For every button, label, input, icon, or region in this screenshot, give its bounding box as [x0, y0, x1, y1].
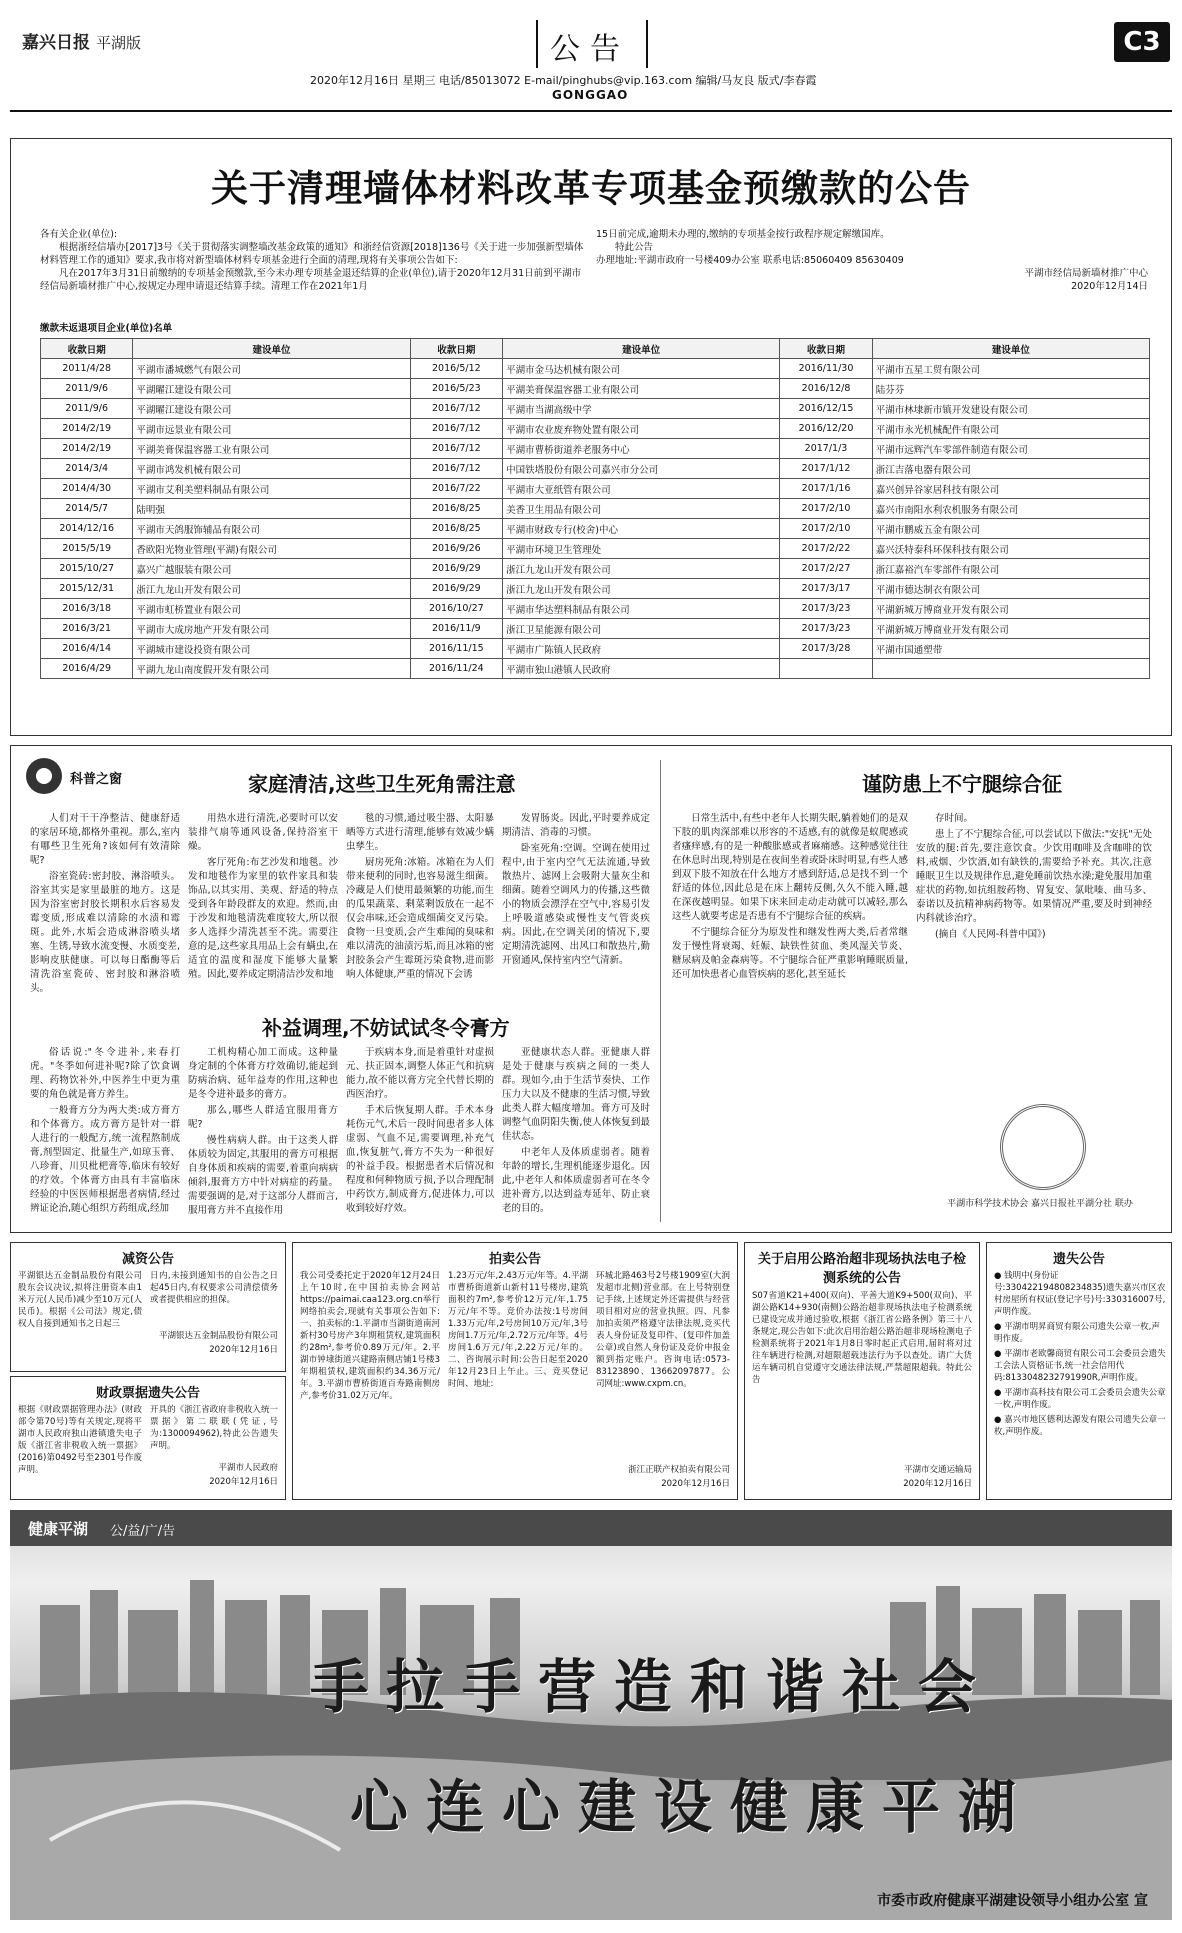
ad-header-band	[10, 1510, 1172, 1546]
cell-date: 2014/2/19	[41, 419, 133, 439]
table-row	[41, 559, 1150, 579]
cell-unit: 平湖市林埭新市镇开发建设有限公司	[872, 399, 1149, 419]
cell-unit: 平湖市独山港镇人民政府	[503, 659, 780, 679]
cell-date: 2016/5/12	[410, 359, 502, 379]
paragraph: 人们对干干净整洁、健康舒适的家居环境,都格外重视。那么,室内有哪些卫生死角?该如何有效清除呢?	[30, 813, 180, 866]
cell-unit: 平湖曜江建设有限公司	[133, 399, 410, 419]
cell-date: 2011/9/6	[41, 379, 133, 399]
cell-unit: 浙江九龙山开发有限公司	[503, 579, 780, 599]
article2-col1	[30, 1046, 180, 1221]
cell-unit: 平湖曜江建设有限公司	[133, 379, 410, 399]
table-row	[41, 519, 1150, 539]
masthead-rule	[10, 110, 1172, 112]
capital-reduction-title: 减资公告	[121, 1252, 174, 1267]
table-row	[41, 539, 1150, 559]
ad-slogan-line1: 手拉手营造和谐社会	[310, 1653, 995, 1721]
cell-date: 2016/7/12	[410, 459, 502, 479]
table-row	[41, 499, 1150, 519]
cell-unit: 平湖市虹桥置业有限公司	[133, 599, 410, 619]
lost-items-title: 遗失公告	[1052, 1252, 1105, 1267]
table-row	[41, 579, 1150, 599]
col-header-date: 收款日期	[41, 339, 133, 359]
cell-unit: 平湖美膏保温容器工业有限公司	[503, 379, 780, 399]
road-enforcement-title: 关于启用公路治超非现场执法电子检测系统的公告	[757, 1252, 966, 1286]
paragraph: 不宁腿综合征分为原发性和继发性两大类,后者常继发于慢性肾衰竭、妊娠、缺铁性贫血、类风湿关节炎、糖尿病及帕金森病等。不宁腿综合征严重影响睡眠质量,还可加快患者心血管疾病的恶化,甚至延长	[672, 927, 908, 980]
article-title-gaofang: 补益调理,不妨试试冬令膏方	[262, 1016, 510, 1040]
cell-date: 2016/9/26	[410, 539, 502, 559]
capital-reduction-col1: 平湖银达五金制品股份有限公司股东会议决议,拟将注册资本由1米万元(人民币)减少至10万元(人民币)。根据《公司法》规定,债权人自接到通知书之日起三	[18, 1271, 142, 1329]
cell-date: 2016/12/15	[780, 399, 872, 419]
paragraph: 厨房死角:冰箱。冰箱在为人们带来便利的同时,也容易滋生细菌。冷藏是人们使用最频繁的功能,而生的瓜果蔬菜、剩菜剩饭放在一起不仅会串味,还会造成细菌交叉污染。食物一旦变质,会产生难闻的臭味和难以清洗的油渍污垢,而且冰箱的密封胶条会产生霉斑污染食物,进而影响人体健康,严重的情况下会诱	[346, 857, 494, 980]
road-enforcement-body: S07省道K21+400(双向)、平善大道K9+500(双向)、平湖公路K14+930(南侧)公路治超非现场执法电子检测系统已建设完成并通过验收,根据《浙江省公路条例》第三十八条规定,现公告如下:此次启用治超公路治超非现场检测电子检测系统将于2021年1月8日零时起正式启用,届时将对过往车辆进行检测,对超限超载违法行为予以查处。请广大货运车辆司机自觉遵守交通法律法规,严禁超限超载。特此公告	[752, 1291, 972, 1385]
cell-date: 2016/11/24	[410, 659, 502, 679]
capital-reduction-date: 2020年12月16日	[209, 1345, 278, 1355]
dateline: 2020年12月16日 星期三 电话/85013072 E-mail/pinghubs@vip.163.com 编辑/马友良 版式/李春霞	[310, 74, 817, 87]
table-row	[41, 599, 1150, 619]
cell-unit: 平湖美膏保温容器工业有限公司	[133, 439, 410, 459]
cell-unit: 平湖市大亚纸管有限公司	[503, 479, 780, 499]
cell-date: 2011/4/28	[41, 359, 133, 379]
cell-date: 2015/12/31	[41, 579, 133, 599]
table-row	[41, 359, 1150, 379]
table-row	[41, 479, 1150, 499]
cell-date: 2016/4/14	[41, 639, 133, 659]
table-row	[41, 619, 1150, 639]
paragraph: 亚健康状态人群。亚健康人群是处于健康与疾病之间的一类人群。现如今,由于生活节奏快、工作压力大以及不健康的生活习惯,导致此类人群大幅度增加。膏方可及时调整气血阴阳失衡,使人体恢复到最佳状态。	[502, 1047, 650, 1142]
cell-date: 2016/7/12	[410, 439, 502, 459]
ad-sponsor: 市委市政府健康平湖建设领导小组办公室 宣	[877, 1893, 1148, 1909]
cell-unit	[872, 659, 1149, 679]
science-association-seal-icon	[1000, 1104, 1086, 1190]
auction-date: 2020年12月16日	[661, 1479, 730, 1489]
column-name: 科普之窗	[70, 772, 123, 787]
cell-date: 2016/11/30	[780, 359, 872, 379]
cell-date: 2017/1/3	[780, 439, 872, 459]
table-header-row	[41, 339, 1150, 359]
cell-unit: 中国铁塔股份有限公司嘉兴市分公司	[503, 459, 780, 479]
cell-unit: 浙江九龙山开发有限公司	[133, 579, 410, 599]
article3-col1	[672, 812, 908, 1212]
cell-date: 2017/2/10	[780, 519, 872, 539]
notice-body-right	[596, 228, 1148, 293]
cell-date: 2017/2/22	[780, 539, 872, 559]
road-enforcement-date: 2020年12月16日	[903, 1479, 972, 1489]
cell-date: 2016/12/20	[780, 419, 872, 439]
fiscal-note-signer: 平湖市人民政府	[218, 1463, 278, 1473]
title-divider-left	[536, 20, 538, 68]
cell-date: 2017/2/27	[780, 559, 872, 579]
col-header-unit: 建设单位	[133, 339, 410, 359]
auction-col2: 1.23万元/年,2.43万元/年等。4.平湖市曹桥街道新山新村11号楼房,建筑面积约7m²,参考价12万元/年,1.75万元/年不等。竞价办法按:1号房间1.33万元/年,2号房间10万元/年,3号房间1.7万元/年,2.72万元/年等。4号房间1.6万元/年,2.22万元/年的。二、咨询展示时间:公告日起至2020年12月23日上午止。三、竞买登记时间、地址:	[448, 1271, 588, 1389]
cell-unit: 平湖市远辉汽车零部件制造有限公司	[872, 439, 1149, 459]
lost-items-list	[994, 1270, 1166, 1494]
col-header-unit: 建设单位	[503, 339, 780, 359]
col-header-date: 收款日期	[410, 339, 502, 359]
cell-unit: 浙江吉落电器有限公司	[872, 459, 1149, 479]
notice-title: 关于清理墙体材料改革专项基金预缴款的公告	[211, 167, 971, 210]
masthead	[0, 0, 1182, 108]
cell-date: 2016/7/12	[410, 419, 502, 439]
paragraph: 于疾病本身,而是着重针对虚损元、扶正固本,调整人体正气和抗病能力,故不能以膏方完全代替长期的西医治疗。	[346, 1047, 494, 1100]
cell-date: 2016/11/9	[410, 619, 502, 639]
cell-date: 2016/7/22	[410, 479, 502, 499]
cell-unit: 平湖市远景业有限公司	[133, 419, 410, 439]
cell-unit: 平湖市大成房地产开发有限公司	[133, 619, 410, 639]
cell-unit: 浙江九龙山开发有限公司	[503, 559, 780, 579]
unit-table	[40, 338, 1150, 679]
edition-name: 平湖版	[96, 34, 142, 52]
auction-col3: 环城北路463号2号楼1909室(大润发超市北侧)营业部。在上号特别登记手续,上述规定外还需提供与经营项目相对应的营业执照。四、凡参加拍卖须严格遵守法律法规,竞买代表人身份证及复印件、(复印件加盖公章)或自然人身份证及竞价申报金额到指定账户。咨询电话:0573-83123890、13662097877。公司网址:www.cxpm.cn。	[596, 1271, 730, 1389]
cell-unit: 陆明强	[133, 499, 410, 519]
cell-unit: 平湖市华达塑料制品有限公司	[503, 599, 780, 619]
table-row	[41, 659, 1150, 679]
cell-date: 2016/3/21	[41, 619, 133, 639]
notice-signer: 平湖市经信局新墙材推广中心	[1024, 268, 1148, 279]
cell-unit: 嘉兴创异谷家居科技有限公司	[872, 479, 1149, 499]
auction-title: 拍卖公告	[488, 1252, 541, 1267]
cell-date: 2016/8/25	[410, 499, 502, 519]
paragraph: 卧室死角:空调。空调在使用过程中,由于室内空气无法流通,导致散热片、滤网上会吸附大量灰尘和细菌。随着空调风力的传播,这些微小的物质会漂浮在空气中,容易引发上呼吸道感染或慢性支气管炎疾病。因此,在空调关闭的情况下,要定期清洗滤网、出风口和散热片,勤开窗通风,保持室内空气清新。	[502, 843, 650, 966]
table-row	[41, 639, 1150, 659]
cell-date: 2014/5/7	[41, 499, 133, 519]
cell-date: 2014/4/30	[41, 479, 133, 499]
table-caption: 缴款未返退项目企业(单位)名单	[40, 323, 173, 334]
cell-unit: 平湖新城万博商业开发有限公司	[872, 619, 1149, 639]
paragraph: 日常生活中,有些中老年人长期失眠,躺着她们的是双下肢的肌肉深部难以形容的不适感,有的就像是蚁爬感或者瘙痒感,有的是一种酸胀感或者麻痛感。这种感觉往往在休息时出现,特别是在夜间坐着或卧床时明显,有些人感到双下肢不知放在什么地方才感到舒适,总是找不到一个舒适的体位,因此总是在床上翻转反侧,久久不能入睡,越在深夜越明显。如果下床来回走动走动就可以减轻,那么这些人就要考虑是否患有不宁腿综合征的疾病。	[672, 813, 908, 922]
cell-unit: 嘉兴沃特泰科环保科技有限公司	[872, 539, 1149, 559]
cell-unit: 平湖九龙山南度假开发有限公司	[133, 659, 410, 679]
cell-date: 2016/4/29	[41, 659, 133, 679]
table-row	[41, 459, 1150, 479]
paragraph: 浴室瓷砖:密封胶、淋浴喷头。浴室其实是家里最脏的地方。这是因为浴室密封胶长期积水后容易发霉变质,形成难以清除的水渍和霉斑。此外,水垢会造成淋浴喷头堵塞、生锈,导致水流变慢、水质变差,影响皮肤健康。可以每日酯酶等后清洗浴室瓷砖、密封胶和淋浴喷头。	[30, 871, 180, 994]
cell-unit: 平湖市鹏威五金有限公司	[872, 519, 1149, 539]
lost-item: ● 嘉兴市地区德利达源发有限公司遗失公章一枚,声明作废。	[994, 1415, 1166, 1437]
cell-date: 2016/8/25	[410, 519, 502, 539]
notice-para-1: 根据浙经信墙办[2017]3号《关于贯彻落实调整墙改基金政策的通知》和浙经信资源[2018]136号《关于进一步加强新型墙体材料管理工作的通知》要求,我市将对新型墙体材料专项基金进行全面的清理,现将有关事项公告如下:	[40, 242, 584, 266]
ad-tag: 公/益/广/告	[110, 1524, 176, 1539]
cell-unit: 平湖市当湖高级中学	[503, 399, 780, 419]
cell-unit: 平湖市天鸽服饰辅品有限公司	[133, 519, 410, 539]
cell-unit: 平湖市广陈镇人民政府	[503, 639, 780, 659]
cell-date: 2016/5/23	[410, 379, 502, 399]
lost-item: ● 钱明中(身份证号:330422194808234835)遗失嘉兴市区农村房屋所有权证(登记字号)号:330316007号,声明作废。	[994, 1271, 1166, 1317]
lost-item: ● 平湖市老欧馨商贸有限公司工会委员会遗失工会法人资格证书,统一社会信用代码:8133048232791990R,声明作废。	[994, 1349, 1166, 1383]
title-divider-right	[646, 20, 648, 68]
col-header-date: 收款日期	[780, 339, 872, 359]
notice-sign-date: 2020年12月14日	[1071, 281, 1148, 292]
paragraph: 手术后恢复期人群。手术本身耗伤元气,术后一段时间患者多人体虚弱、气血不足,需要调理,补充气血,恢复脏气,膏方不失为一种很好的补益手段。根据患者术后情况和程度和何种物质亏损,予以合理配制中药饮方,制成膏方,促进体力,可以收到较好疗效。	[346, 1105, 494, 1214]
cell-unit: 平湖市永光机械配件有限公司	[872, 419, 1149, 439]
paragraph: 存时间。	[935, 813, 974, 824]
article2-col4	[502, 1046, 650, 1221]
cell-unit: 平湖市金马达机械有限公司	[503, 359, 780, 379]
co-organizer-badge: 平湖市科学技术协会 嘉兴日报社平湖分社 联办	[947, 1199, 1133, 1209]
table-row	[41, 419, 1150, 439]
newspaper-brand	[22, 28, 141, 53]
paragraph: 患上了不宁腿综合征,可以尝试以下做法:"安抚"无处安放的腿:首先,要注意饮食。少饮用咖啡及含咖啡的饮料,戒烟、少饮酒,如有缺铁的,需要给予补充。其次,注意睡眠卫生以及规律作息,避免睡前饮热水澡;避免服用加重症状的药物,如抗组胺药物、胃复安、氯吡嗪、曲马多、泰诺以及抗精神病药物等。如果情况严重,要及时到神经内科就诊治疗。	[916, 829, 1152, 924]
road-enforcement-signer: 平湖市交通运输局	[903, 1465, 972, 1475]
cell-unit: 陆芬芬	[872, 379, 1149, 399]
cell-date: 2014/12/16	[41, 519, 133, 539]
paragraph: 中老年人及体质虚弱者。随着年龄的增长,生理机能逐步退化。因此,中老年人和体质虚弱者可在冬令进补膏方,以达到益寿延年、防止衰老的目的。	[502, 1147, 650, 1214]
table-row	[41, 439, 1150, 459]
cell-unit: 平湖市鸿发机械有限公司	[133, 459, 410, 479]
cell-date: 2017/3/23	[780, 599, 872, 619]
cell-unit: 平湖市五星工贸有限公司	[872, 359, 1149, 379]
capital-reduction-col2: 日内,未接到通知书的自公告之日起45日内,有权要求公司清偿债务或者提供相应的担保。	[150, 1271, 278, 1305]
cell-date: 2017/3/28	[780, 639, 872, 659]
cell-date: 2016/11/15	[410, 639, 502, 659]
cell-unit: 平湖市艾利美塑料制品有限公司	[133, 479, 410, 499]
notice-para-2: 凡在2017年3月31日前缴纳的专项基金预缴款,至今未办理专项基金退还结算的企业(单位),请于2020年12月31日前到平湖市经信局新墙材推广中心,按规定办理申请退还结算手续。清理工作在2021年1月	[40, 268, 582, 292]
cell-date: 2016/10/27	[410, 599, 502, 619]
paragraph: 俗话说:"冬令进补,来春打虎。"冬季如何进补呢?除了饮食调理、药物饮补外,中医养生中更为重要的角色就是膏方养生。	[30, 1047, 180, 1100]
cell-date: 2016/9/29	[410, 579, 502, 599]
fiscal-note-title: 财政票据遗失公告	[95, 1386, 200, 1401]
cell-unit: 嘉兴广越服装有限公司	[133, 559, 410, 579]
paragraph: (摘自《人民网-科普中国》)	[935, 929, 1046, 940]
fiscal-note-col2: 开具的《浙江省政府非税收入统一票据》第二联联(凭证,号为:1300094962),特此公告遗失声明。	[150, 1405, 278, 1451]
paragraph: 慢性病病人群。由于这类人群体质较为固定,其服用的膏方可根据自身体质和疾病的需要,着重向病病倾斜,服膏方方中针对病症的药量。需要强调的是,对于这部分人群而言,服用膏方并不直接作用	[188, 1135, 338, 1216]
cell-unit: 平湖市环境卫生管理处	[503, 539, 780, 559]
notice-para-3: 15日前完成,逾期未办理的,缴纳的专项基金按行政程序规定解缴国库。	[596, 229, 890, 240]
cell-unit: 美香卫生用品有限公司	[503, 499, 780, 519]
fiscal-note-date: 2020年12月16日	[209, 1477, 278, 1487]
paragraph: 用热水进行清洗,必要时可以安装排气扇等通风设备,保持浴室干燥。	[188, 813, 338, 852]
table-row	[41, 379, 1150, 399]
notice-address: 办理地址:平湖市政府一号楼409办公室 联系电话:85060409 85630409	[596, 255, 904, 266]
paragraph: 一般膏方分为两大类:成方膏方和个体膏方。成方膏方是针对一群人进行的一般配方,统一流程熬制成膏,剂型固定、批量生产,如琼玉膏、八珍膏、川贝枇杷膏等,临床有较好的疗效。个体膏方由具有丰富临床经验的中医医师根据患者病情,经过辨证论治,随心组织方药组成,经加	[30, 1105, 180, 1214]
notice-salutation: 各有关企业(单位):	[40, 229, 118, 240]
lost-item: ● 平湖市明昇商贸有限公司遗失公章一枚,声明作废。	[994, 1322, 1160, 1344]
cell-unit: 平湖市财政专行(校舍)中心	[503, 519, 780, 539]
cell-date: 2017/3/17	[780, 579, 872, 599]
cell-unit: 浙江卫星能源有限公司	[503, 619, 780, 639]
cell-unit: 平湖新城万博商业开发有限公司	[872, 599, 1149, 619]
ad-slogan-line2: 心连心建设健康平湖	[350, 1773, 1035, 1841]
article1-col4	[502, 812, 650, 1052]
column-divider	[660, 760, 661, 1222]
article1-col1	[30, 812, 180, 1052]
cell-unit: 香欧阳光物业管理(平湖)有限公司	[133, 539, 410, 559]
cell-unit: 平湖城市建设投资有限公司	[133, 639, 410, 659]
cell-unit: 平湖市国通塑带	[872, 639, 1149, 659]
brand-name: 嘉兴日报	[22, 33, 90, 53]
cell-unit: 平湖市曹桥街道养老服务中心	[503, 439, 780, 459]
paragraph: 毯的习惯,通过吸尘器、太阳暴晒等方式进行清理,能够有效减少螨虫孳生。	[346, 813, 494, 852]
cell-date: 2017/2/10	[780, 499, 872, 519]
cell-date: 2015/5/19	[41, 539, 133, 559]
capital-reduction-signer: 平湖银达五金制品股份有限公司	[158, 1331, 278, 1341]
cell-date: 2014/2/19	[41, 439, 133, 459]
cell-unit: 浙江嘉裕汽车零部件有限公司	[872, 559, 1149, 579]
article2-col2	[188, 1046, 338, 1221]
article3-col2	[916, 812, 1152, 1042]
section-title: 公告	[550, 32, 630, 67]
public-service-ad	[10, 1510, 1172, 1920]
auction-col1: 我公司受委托定于2020年12月24日上午10时,在中国拍卖协会网站https://paimai.caa123.org.cn举行网络拍卖会,现就有关事项公告如下:一、拍卖标的:1.平湖市当湖街道南河新村30号房产3年期租赁权,建筑面积约28m²,参考价0.89万元/年。2.平湖市钟埭街道兴建路南侧店铺1号楼3年期租赁权,建筑面积约34.36万元/年。3.平湖市曹桥街道百寿路南侧房产,参考价31.02万元/年。	[300, 1271, 440, 1401]
fiscal-note-col1: 根据《财政票据管理办法》(财政部令第70号)等有关规定,现将平湖市人民政府独山港镇遗失电子版《浙江省非税收入统一票据》(2016)第0492号至2301号作废声明。	[18, 1405, 142, 1475]
paragraph: 发胃肠炎。因此,平时要养成定期清洁、消毒的习惯。	[502, 813, 650, 838]
paragraph: 工机构精心加工而成。这种量身定制的个体膏方疗效确切,能起到防病治病、延年益寿的作用,这种也是冬令进补最多的膏方。	[188, 1047, 338, 1100]
cell-date: 2016/3/18	[41, 599, 133, 619]
paragraph: 客厅死角:布艺沙发和地毯。沙发和地毯作为家里的软件家具和装饰品,以其实用、美观、舒适的特点受到各年龄段群友的欢迎。然而,由于沙发和地毯清洗难度较大,所以很多人选择少清洗甚至不洗。需要注意的是,这些家具用品上会有螨虫,在适宜的温度和湿度下能够大量繁殖。因此,要养成定期清洁沙发和地	[188, 857, 338, 980]
cell-date: 2014/3/4	[41, 459, 133, 479]
cell-unit: 平湖市潘城燃气有限公司	[133, 359, 410, 379]
auction-signer: 浙江正联产权拍卖有限公司	[627, 1465, 730, 1475]
table-row	[41, 399, 1150, 419]
cell-date: 2011/9/6	[41, 399, 133, 419]
cell-date: 2017/1/12	[780, 459, 872, 479]
section-title-en: GONGGAO	[552, 88, 629, 102]
page-number-badge: C3	[1114, 22, 1170, 62]
cell-date: 2016/12/8	[780, 379, 872, 399]
col-header-unit: 建设单位	[872, 339, 1149, 359]
science-logo-inner	[36, 768, 52, 784]
cell-unit: 嘉兴市南阳水利农机服务有限公司	[872, 499, 1149, 519]
cell-unit: 平湖市农业废弃物处置有限公司	[503, 419, 780, 439]
cell-date: 2015/10/27	[41, 559, 133, 579]
ad-brand: 健康平湖	[28, 1520, 89, 1538]
lost-item: ● 平湖市高科技有限公司工会委员会遗失公章一枚,声明作废。	[994, 1388, 1166, 1410]
notice-special: 特此公告	[615, 242, 654, 253]
paragraph: 那么,哪些人群适宜服用膏方呢?	[188, 1105, 338, 1130]
cell-date: 2017/3/23	[780, 619, 872, 639]
cell-date	[780, 659, 872, 679]
article-title-rls: 谨防患上不宁腿综合征	[862, 772, 1062, 796]
cell-date: 2017/1/16	[780, 479, 872, 499]
article2-col3	[346, 1046, 494, 1221]
cell-unit: 平湖市德达制衣有限公司	[872, 579, 1149, 599]
notice-body-left	[40, 228, 590, 293]
cell-date: 2016/9/29	[410, 559, 502, 579]
cell-date: 2016/7/12	[410, 399, 502, 419]
article-title-cleaning: 家庭清洁,这些卫生死角需注意	[248, 772, 516, 796]
